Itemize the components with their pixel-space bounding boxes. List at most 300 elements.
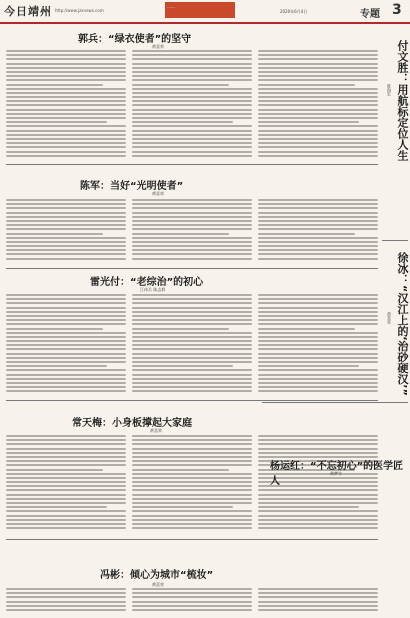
text-line: [132, 134, 252, 136]
text-line: [258, 361, 378, 363]
text-line: [132, 515, 252, 517]
text-line: [132, 609, 252, 611]
text-line: [258, 340, 378, 342]
article-byline: 陈海宏: [387, 84, 392, 96]
text-line: [258, 527, 378, 529]
text-line: [6, 237, 126, 239]
text-line: [132, 224, 252, 226]
text-line: [258, 96, 378, 98]
text-line: [132, 138, 252, 140]
text-line: [258, 237, 378, 239]
text-line: [6, 386, 126, 388]
text-line: [6, 104, 126, 106]
text-line: [132, 315, 252, 317]
text-line: [258, 378, 378, 380]
text-line: [258, 233, 355, 235]
text-line: [132, 365, 233, 367]
text-line: [132, 71, 252, 73]
text-line: [132, 378, 252, 380]
text-line: [6, 134, 126, 136]
text-line: [132, 311, 252, 313]
text-line: [6, 348, 126, 350]
text-line: [258, 146, 378, 148]
text-line: [6, 130, 126, 132]
text-line: [6, 477, 126, 479]
text-line: [258, 596, 378, 598]
text-line: [6, 298, 126, 300]
article-byline: 黄梦竹: [330, 471, 342, 476]
text-line: [258, 88, 378, 90]
text-line: [258, 494, 378, 496]
text-line: [258, 228, 378, 230]
text-line: [6, 489, 126, 491]
text-line: [6, 228, 126, 230]
ad-text: ……: [167, 4, 175, 9]
text-line: [132, 302, 252, 304]
text-line: [132, 494, 252, 496]
text-line: [258, 386, 378, 388]
text-line: [258, 502, 378, 504]
text-line: [6, 151, 126, 153]
text-line: [6, 353, 126, 355]
text-line: [258, 245, 378, 247]
text-line: [6, 369, 126, 371]
text-line: [132, 117, 252, 119]
text-line: [6, 452, 126, 454]
text-line: [132, 452, 252, 454]
text-line: [258, 448, 378, 450]
text-line: [6, 117, 126, 119]
text-line: [132, 54, 252, 56]
article-text-column: [258, 199, 378, 264]
text-line: [132, 477, 252, 479]
article-text-column: [132, 435, 252, 535]
text-line: [6, 125, 126, 127]
text-line: [6, 527, 126, 529]
text-line: [132, 109, 252, 111]
text-line: [132, 473, 252, 475]
divider: [262, 402, 408, 403]
text-line: [258, 294, 378, 296]
article-headline: 常天梅：小身板撑起大家庭: [72, 418, 192, 429]
text-line: [6, 332, 126, 334]
text-line: [6, 456, 126, 458]
text-line: [258, 241, 378, 243]
article-byline: 黄喜荣: [152, 582, 164, 587]
divider: [6, 539, 378, 540]
text-line: [6, 100, 126, 102]
text-line: [6, 258, 126, 260]
text-line: [132, 228, 252, 230]
text-line: [132, 113, 252, 115]
text-line: [6, 469, 103, 471]
text-line: [258, 58, 378, 60]
section-name: 专题: [360, 9, 380, 20]
text-line: [258, 382, 378, 384]
text-line: [132, 357, 252, 359]
text-line: [258, 113, 378, 115]
text-line: [6, 146, 126, 148]
text-line: [258, 138, 378, 140]
text-line: [6, 216, 126, 218]
text-line: [132, 443, 252, 445]
text-line: [258, 323, 378, 325]
text-line: [132, 199, 252, 201]
text-line: [6, 592, 126, 594]
text-line: [258, 601, 378, 603]
text-line: [258, 67, 378, 69]
text-line: [258, 84, 355, 86]
text-line: [132, 481, 252, 483]
text-line: [258, 510, 378, 512]
text-line: [132, 319, 252, 321]
text-line: [6, 378, 126, 380]
text-line: [132, 67, 252, 69]
text-line: [132, 203, 252, 205]
text-line: [6, 199, 126, 201]
text-line: [258, 50, 378, 52]
text-line: [258, 75, 378, 77]
text-line: [132, 361, 252, 363]
text-line: [6, 588, 126, 590]
text-line: [258, 439, 378, 441]
text-line: [258, 374, 378, 376]
text-line: [132, 151, 252, 153]
text-line: [6, 212, 126, 214]
text-line: [6, 365, 107, 367]
text-line: [132, 498, 252, 500]
text-line: [258, 104, 378, 106]
article-text-column: [6, 199, 126, 264]
text-line: [6, 92, 126, 94]
text-line: [258, 452, 378, 454]
text-line: [258, 311, 378, 313]
text-line: [132, 142, 252, 144]
text-line: [6, 596, 126, 598]
text-line: [132, 88, 252, 90]
text-line: [258, 365, 359, 367]
text-line: [6, 382, 126, 384]
article-headline: 郭兵：“绿衣使者”的坚守: [78, 34, 192, 45]
text-line: [132, 439, 252, 441]
text-line: [6, 113, 126, 115]
text-line: [132, 469, 229, 471]
text-line: [258, 328, 355, 330]
text-line: [6, 121, 107, 123]
text-line: [258, 489, 378, 491]
text-line: [258, 155, 378, 157]
article-text-column: [132, 199, 252, 264]
article-text-column: [6, 50, 126, 160]
text-line: [6, 302, 126, 304]
text-line: [258, 125, 378, 127]
text-line: [6, 241, 126, 243]
text-line: [132, 523, 252, 525]
text-line: [6, 515, 126, 517]
article-byline: 黄喜荣: [152, 191, 164, 196]
text-line: [258, 212, 378, 214]
text-line: [258, 319, 378, 321]
text-line: [258, 151, 378, 153]
text-line: [132, 489, 252, 491]
text-line: [132, 92, 252, 94]
divider: [6, 268, 378, 269]
text-line: [258, 592, 378, 594]
text-line: [6, 58, 126, 60]
text-line: [258, 92, 378, 94]
text-line: [132, 382, 252, 384]
text-line: [132, 294, 252, 296]
text-line: [132, 249, 252, 251]
text-line: [258, 63, 378, 65]
text-line: [6, 460, 126, 462]
text-line: [132, 241, 252, 243]
text-line: [6, 498, 126, 500]
text-line: [6, 361, 126, 363]
text-line: [258, 315, 378, 317]
text-line: [258, 220, 378, 222]
text-line: [6, 88, 126, 90]
article-headline: 杨运红：“不忘初心”的医学匠人: [270, 461, 404, 487]
text-line: [6, 319, 126, 321]
text-line: [6, 311, 126, 313]
text-line: [6, 155, 126, 157]
text-line: [6, 253, 126, 255]
vertical-headline: 徐冰：“汉江上的‘治砂硬汉’”: [396, 252, 409, 396]
text-line: [6, 519, 126, 521]
text-line: [6, 464, 126, 466]
text-line: [132, 130, 252, 132]
text-line: [258, 353, 378, 355]
text-line: [258, 249, 378, 251]
text-line: [132, 63, 252, 65]
text-line: [6, 390, 126, 392]
text-line: [6, 207, 126, 209]
text-line: [258, 203, 378, 205]
text-line: [258, 332, 378, 334]
text-line: [132, 233, 229, 235]
text-line: [132, 605, 252, 607]
text-line: [132, 207, 252, 209]
text-line: [132, 245, 252, 247]
text-line: [132, 435, 252, 437]
text-line: [6, 502, 126, 504]
text-line: [6, 374, 126, 376]
text-line: [132, 464, 252, 466]
text-line: [6, 50, 126, 52]
text-line: [132, 84, 229, 86]
text-line: [132, 307, 252, 309]
text-line: [132, 390, 252, 392]
text-line: [258, 523, 378, 525]
text-line: [258, 134, 378, 136]
text-line: [132, 323, 252, 325]
text-line: [132, 369, 252, 371]
article-text-column: [6, 435, 126, 535]
text-line: [132, 96, 252, 98]
site-url[interactable]: http://www.jzxnews.com: [55, 8, 104, 13]
vertical-headline: 付文胜：用航标定位人生: [396, 40, 409, 161]
issue-date: 2020年6月4日: [280, 9, 308, 14]
text-line: [132, 328, 229, 330]
text-line: [258, 100, 378, 102]
text-line: [6, 357, 126, 359]
text-line: [132, 502, 252, 504]
text-line: [258, 71, 378, 73]
text-line: [132, 588, 252, 590]
text-line: [6, 96, 126, 98]
text-line: [132, 340, 252, 342]
text-line: [132, 485, 252, 487]
text-line: [6, 481, 126, 483]
text-line: [6, 233, 103, 235]
text-line: [6, 473, 126, 475]
article-text-column: [258, 294, 378, 396]
text-line: [6, 79, 126, 81]
text-line: [258, 224, 378, 226]
article-text-column: [6, 294, 126, 396]
text-line: [258, 369, 378, 371]
text-line: [258, 336, 378, 338]
text-line: [132, 100, 252, 102]
text-line: [6, 203, 126, 205]
text-line: [132, 456, 252, 458]
text-line: [258, 435, 378, 437]
masthead: [0, 0, 410, 24]
text-line: [6, 109, 126, 111]
text-line: [132, 125, 252, 127]
text-line: [258, 130, 378, 132]
text-line: [6, 54, 126, 56]
text-line: [132, 58, 252, 60]
text-line: [132, 519, 252, 521]
text-line: [258, 307, 378, 309]
text-line: [132, 50, 252, 52]
article-text-column: [132, 588, 252, 616]
divider: [6, 164, 378, 165]
article-headline: 雷光付：“老综治”的初心: [90, 277, 204, 288]
text-line: [132, 448, 252, 450]
text-line: [6, 245, 126, 247]
text-line: [6, 294, 126, 296]
article-text-column: [132, 294, 252, 396]
text-line: [6, 71, 126, 73]
text-line: [6, 67, 126, 69]
text-line: [258, 216, 378, 218]
newspaper-logo: 今日靖州: [4, 5, 52, 18]
text-line: [132, 353, 252, 355]
text-line: [258, 443, 378, 445]
text-line: [6, 336, 126, 338]
text-line: [6, 506, 107, 508]
text-line: [6, 75, 126, 77]
text-line: [132, 386, 252, 388]
text-line: [6, 249, 126, 251]
text-line: [6, 224, 126, 226]
text-line: [258, 142, 378, 144]
text-line: [132, 237, 252, 239]
text-line: [132, 332, 252, 334]
text-line: [6, 340, 126, 342]
text-line: [132, 601, 252, 603]
text-line: [132, 155, 252, 157]
text-line: [258, 390, 378, 392]
text-line: [6, 448, 126, 450]
article-text-column: [6, 588, 126, 616]
text-line: [258, 605, 378, 607]
text-line: [258, 357, 378, 359]
text-line: [132, 121, 233, 123]
text-line: [258, 54, 378, 56]
text-line: [258, 498, 378, 500]
text-line: [258, 519, 378, 521]
text-line: [258, 302, 378, 304]
text-line: [6, 523, 126, 525]
text-line: [258, 121, 359, 123]
text-line: [6, 328, 103, 330]
text-line: [258, 506, 359, 508]
article-text-column: [132, 50, 252, 160]
text-line: [258, 199, 378, 201]
text-line: [132, 596, 252, 598]
text-line: [6, 344, 126, 346]
text-line: [258, 588, 378, 590]
divider: [6, 400, 378, 401]
text-line: [132, 146, 252, 148]
page-number: 3: [392, 2, 402, 18]
text-line: [258, 117, 378, 119]
text-line: [258, 298, 378, 300]
divider: [382, 240, 408, 241]
article-byline: 江伟兵 陈志群: [140, 287, 166, 292]
text-line: [132, 212, 252, 214]
text-line: [6, 494, 126, 496]
article-text-column: [258, 50, 378, 160]
text-line: [258, 109, 378, 111]
text-line: [6, 439, 126, 441]
article-byline: 黄喜荣: [387, 312, 392, 324]
text-line: [132, 527, 252, 529]
text-line: [258, 207, 378, 209]
text-line: [132, 253, 252, 255]
text-line: [258, 79, 378, 81]
text-line: [6, 63, 126, 65]
text-line: [132, 75, 252, 77]
text-line: [258, 515, 378, 517]
text-line: [132, 298, 252, 300]
text-line: [132, 374, 252, 376]
text-line: [258, 348, 378, 350]
text-line: [132, 348, 252, 350]
text-line: [258, 609, 378, 611]
text-line: [6, 307, 126, 309]
text-line: [132, 344, 252, 346]
text-line: [6, 510, 126, 512]
text-line: [6, 323, 126, 325]
text-line: [132, 510, 252, 512]
article-text-column: [258, 588, 378, 616]
text-line: [6, 443, 126, 445]
article-byline: 黄喜荣: [152, 44, 164, 49]
text-line: [6, 605, 126, 607]
text-line: [132, 216, 252, 218]
article-headline: 冯彬：倾心为城市“梳妆”: [100, 570, 214, 581]
text-line: [6, 142, 126, 144]
text-line: [132, 104, 252, 106]
text-line: [132, 336, 252, 338]
text-line: [132, 506, 233, 508]
text-line: [258, 344, 378, 346]
